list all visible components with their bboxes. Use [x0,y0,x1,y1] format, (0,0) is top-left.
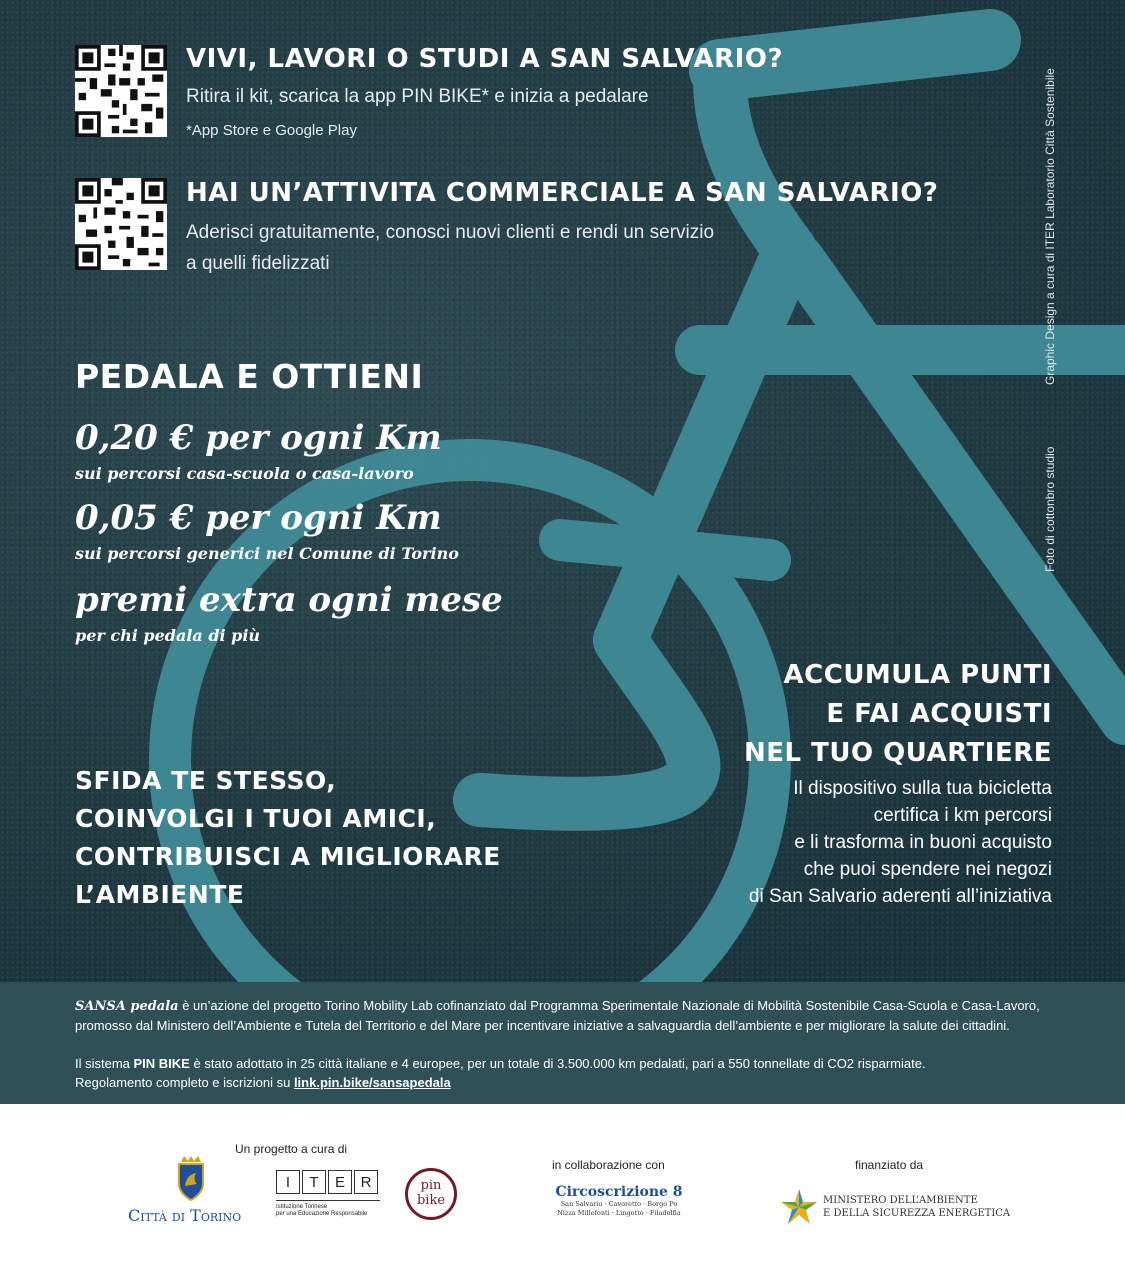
collab-label: in collaborazione con [552,1158,665,1172]
rewards-heading: PEDALA E OTTIENI [75,357,424,396]
design-credit: Graphic Design a cura di ITER Laboratorio Città Sostenibile [1043,68,1057,385]
circ-line-2: Nizza Millefonti · Lingotto · Filadelfia [557,1209,681,1217]
iter-subtitle-2: per una Educazione Responsabile [276,1211,368,1217]
challenge-line-1: SFIDA TE STESSO, [75,766,337,795]
qr1-note: *App Store e Google Play [186,122,357,139]
band-text-3: Regolamento completo e iscrizioni su [75,1075,294,1090]
circ-title: Circoscrizione 8 [555,1184,683,1200]
torino-crest-icon [176,1156,206,1202]
pinbike-bottom: bike [416,1193,446,1208]
band-paragraph-2 [75,1054,1055,1073]
circoscrizione-logo [552,1184,686,1218]
reward-2-desc: sui percorsi generici nel Comune di Torino [75,544,459,563]
qr2-line1: Aderisci gratuitamente, conosci nuovi clienti e rendi un servizio [186,222,715,243]
registration-link[interactable]: link.pin.bike/sansapedala [293,1075,451,1090]
challenge-line-3: CONTRIBUISCI A MIGLIORARE [75,842,501,871]
points-heading-2: E FAI ACQUISTI [826,699,1052,729]
qr-code-icon [75,45,167,137]
ministero-star-icon [780,1188,818,1226]
reward-2-amount: 0,05 € per ogni Km [75,498,442,538]
points-text-2: certifica i km percorsi [873,805,1052,826]
points-text-1: Il dispositivo sulla tua bicicletta [793,778,1052,799]
ministero-line-1: MINISTERO DELL’AMBIENTE [823,1195,978,1206]
qr1-text: Ritira il kit, scarica la app PIN BIKE* e inizia a pedalare [186,86,649,107]
band-text-2a: Il sistema [75,1056,134,1071]
circ-line-1: San Salvario · Cavoretto · Borgo Po [560,1200,678,1208]
reward-1-amount: 0,20 € per ogni Km [75,418,442,458]
challenge-text [75,762,501,914]
qr-code-app[interactable] [75,45,167,137]
reward-3-amount: premi extra ogni mese [75,580,503,620]
pinbike-top: pin [420,1178,442,1193]
iter-letter: E [328,1170,352,1194]
points-heading [744,656,1052,773]
ministero-text [823,1194,1010,1220]
iter-logo [276,1170,378,1194]
partners-footer [0,1104,1125,1286]
photo-credit: Foto di cottonbro studio [1043,446,1057,572]
points-heading-3: NEL TUO QUARTIERE [744,738,1052,768]
band-pinbike: PIN BIKE [133,1056,190,1071]
band-text-1: è un’azione del progetto Torino Mobility Lab cofinanziato dal Programma Sperimentale Nazionale di Mobilità Sostenibile Casa-Scuola e Casa-Lavoro, promosso dal Ministero dell’Ambiente e Tutela del Territorio e del Mare per incentivare iniziative a salvaguardia dell’ambiente e per migliorare la salute dei cittadini. [75,998,1040,1033]
qr-code-shop[interactable] [75,178,167,270]
points-text-3: e li trasforma in buoni acquisto [794,832,1052,853]
reward-1-desc: sui percorsi casa-scuola o casa-lavoro [75,464,414,483]
qr2-title: HAI UN’ATTIVITA COMMERCIALE A SAN SALVARIO? [186,178,939,208]
challenge-line-2: COINVOLGI I TUOI AMICI, [75,804,437,833]
iter-letter: R [354,1170,378,1194]
challenge-line-4: L’AMBIENTE [75,880,245,909]
pinbike-logo [405,1168,457,1220]
band-text-2c: è stato adottato in 25 città italiane e 4 europee, per un totale di 3.500.000 km pedalati, pari a 550 tonnellate di CO2 risparmiate. [189,1056,926,1071]
band-paragraph-1 [75,996,1055,1035]
torino-logo-text: Città di Torino [128,1206,242,1225]
iter-letter: T [302,1170,326,1194]
points-text-4: che puoi spendere nei negozi [803,859,1052,880]
qr-code-icon [75,178,167,270]
ministero-line-2: E DELLA SICUREZZA ENERGETICA [823,1208,1011,1219]
project-label: Un progetto a cura di [235,1142,348,1156]
reward-3-desc: per chi pedala di più [75,626,261,645]
points-text-5: di San Salvario aderenti all’iniziativa [748,886,1052,907]
iter-subtitle [276,1200,380,1218]
qr1-title: VIVI, LAVORI O STUDI A SAN SALVARIO? [186,44,784,74]
band-brand: SANSA pedala [75,999,179,1014]
funded-label: finanziato da [855,1158,924,1172]
band-paragraph-3 [75,1073,1055,1092]
points-description [749,775,1052,910]
points-heading-1: ACCUMULA PUNTI [783,660,1052,690]
qr2-line2: a quelli fidelizzati [186,253,330,274]
info-band [0,982,1125,1104]
iter-subtitle-1: Istituzione Torinese [276,1204,328,1210]
iter-letter: I [276,1170,300,1194]
